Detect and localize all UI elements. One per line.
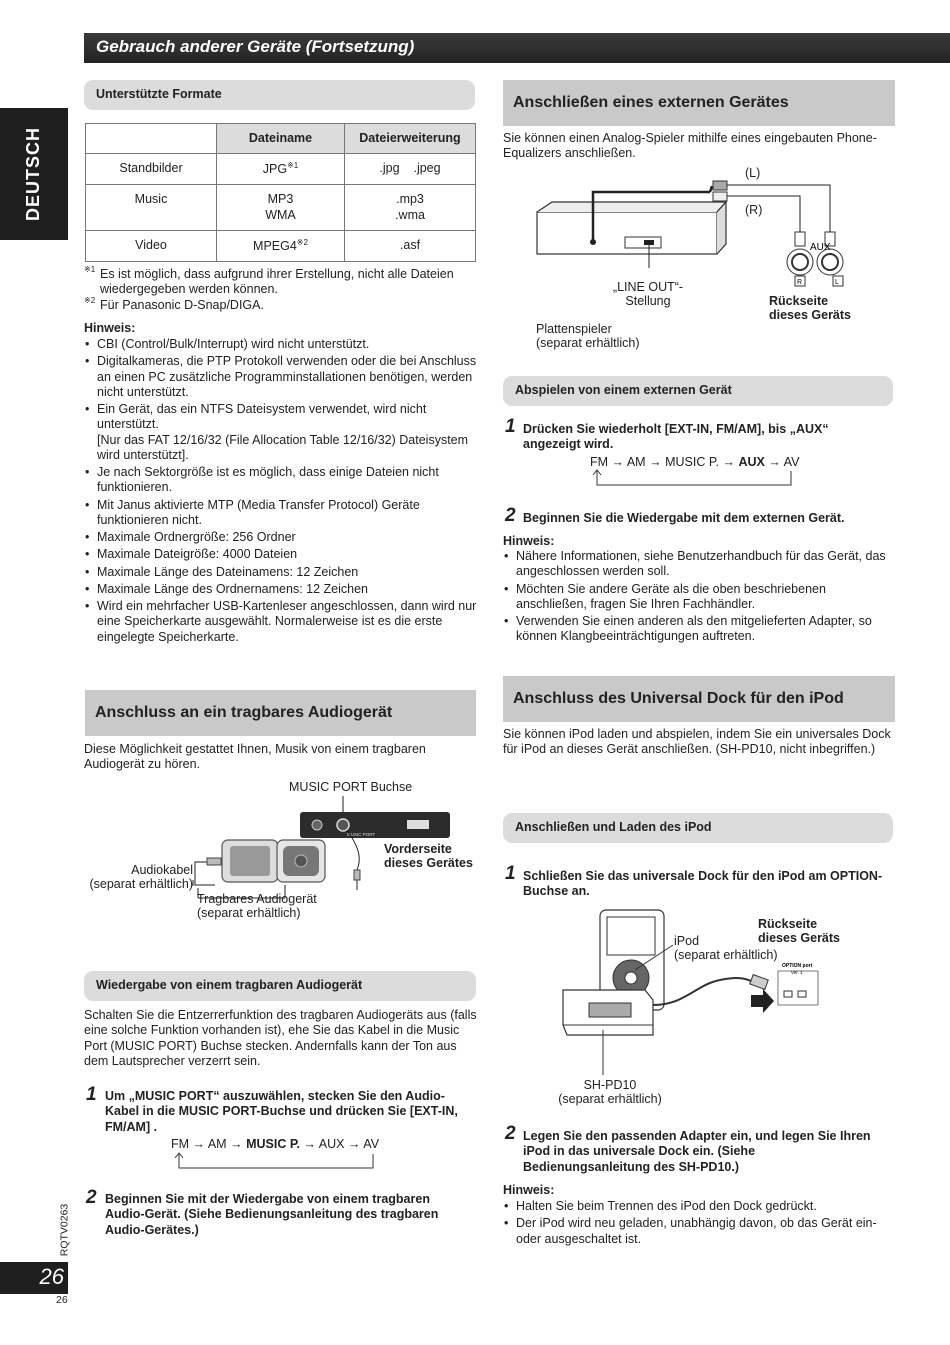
external-step-1: Drücken Sie wiederholt [EXT-IN, FM/AM], bis „AUX“ angezeigt wird. [523,422,829,452]
ipod-step-1: Schließen Sie das universale Dock für den iPod am OPTION-Buchse an. [523,869,883,899]
portable-device-label-line: (separat erhältlich) [197,906,301,921]
document-code-text: RQTV0263 [58,1203,71,1257]
flow-item: AM [626,455,646,469]
flow-arrow: → [192,1137,206,1151]
table-cell-type: Music [86,185,217,231]
name-text: JPG [262,161,288,176]
line-out-label-line: Stellung [625,294,671,309]
footnote-mark: ※1 [84,265,96,274]
l-mark: L [835,279,839,286]
list-item: • Der iPod wird neu geladen, unabhängig davon, ob das Gerät ein- oder ausgeschaltet ist. [503,1216,888,1247]
line-out-label-line: „LINE OUT“- [612,280,684,294]
external-play-subheading: Abspielen von einem externen Gerät [503,376,893,406]
external-flow-loop [592,469,794,487]
right-channel-label: (R) [745,203,763,217]
flow-item: FM [590,455,609,469]
flow-item-active: AUX [738,455,765,469]
external-intro: Sie können einen Analog-Spieler mithilfe eines eingebauten Phone-Equalizers anschließen. [503,131,877,161]
table-header-extension: Dateierweiterung [345,124,476,154]
step-number: 2 [505,1123,516,1144]
formats-table [85,123,476,262]
portable-section-heading: Anschluss an ein tragbares Audiogerät [85,690,476,736]
list-item: • Je nach Sektorgröße ist es möglich, dass einige Dateien nicht funktionieren. [84,465,478,496]
table-cell-type: Video [86,231,217,262]
list-item: • Möchten Sie andere Geräte als die oben beschriebenen anschließen, fragen Sie Ihren Fachhändler. [503,582,895,613]
front-label [384,842,473,871]
table-cell-type: Standbilder [86,154,217,185]
ipod-hinweis-list [503,1199,888,1249]
language-tab-label: DEUTSCH [23,126,44,222]
cable-label-line: (separat erhältlich) [89,877,193,892]
page-number-small: 26 [56,1294,68,1306]
step-number: 2 [505,505,516,526]
document-code [58,1200,72,1260]
portable-flow-loop [174,1152,376,1170]
rear-label [769,294,851,323]
flow-arrow: → [768,455,781,469]
list-item: • Maximale Länge des Ordnernamens: 12 Zeichen [84,582,478,597]
music-port-label: MUSIC PORT Buchse [289,780,413,794]
list-item-text: [Nur das FAT 12/16/32 (File Allocation Table 12/16/32) Dateisystem wird unterstützt]. [97,432,469,462]
language-tab [0,108,68,240]
ipod-intro: Sie können iPod laden und abspielen, indem Sie ein universales Dock für iPod an dieses Gerät anschließen. (SH-PD10, nicht inbegriffen.) [503,727,891,757]
list-item: • Nähere Informationen, siehe Benutzerhandbuch für das Gerät, das angeschlossen werden soll. [503,549,895,580]
list-item-continued [84,433,478,464]
portable-play-subheading: Wiedergabe von einem tragbaren Audiogerät [84,971,476,1001]
dock-label-line: (separat erhältlich) [558,1092,662,1107]
list-item: • Halten Sie beim Trennen des iPod den Dock gedrückt. [503,1199,888,1214]
flow-arrow: → [347,1137,361,1151]
external-step-2: Beginnen Sie die Wiedergabe mit dem externen Gerät. [523,511,845,525]
footnote-2 [84,295,479,313]
list-item: • Wird ein mehrfacher USB-Kartenleser angeschlossen, dann wird nur eine Speicherkarte ausgewählt. Normalerweise ist es die erste eingelegte Speicherkarte. [84,599,478,645]
flow-item-active: MUSIC P. [246,1137,301,1151]
left-channel-label: (L) [745,166,761,180]
turntable-diagram [530,160,870,290]
line-out-label [612,280,684,309]
step-number: 1 [86,1084,97,1105]
formats-hinweis-label: Hinweis: [84,321,136,335]
step-number: 1 [505,863,516,884]
flow-arrow: → [303,1137,316,1151]
table-cell-name [217,185,345,231]
list-item: • Maximale Dateigröße: 4000 Dateien [84,547,478,562]
portable-flow [171,1137,379,1152]
formats-hinweis-list [84,337,478,647]
step-number: 2 [86,1187,97,1208]
footnote-text: wiedergegeben werden können. [100,282,278,297]
device-port-label: MUSIC PORT [347,832,376,837]
turntable-label [536,322,640,351]
r-mark: R [797,279,803,286]
external-section-heading: Anschließen eines externen Gerätes [503,80,895,126]
page-number: 26 [39,1264,64,1289]
footnote-text: Es ist möglich, dass aufgrund ihrer Erstellung, nicht alle Dateien [100,267,454,281]
list-item: • CBI (Control/Bulk/Interrupt) wird nicht unterstützt. [84,337,478,352]
flow-item: AUX [318,1137,345,1151]
portable-device-label [197,892,317,921]
list-item: • Verwenden Sie einen anderen als den mitgelieferten Adapter, so können Klangbeeinträchtigungen auftreten. [503,614,895,645]
footnote-text: Für Panasonic D-Snap/DIGA. [100,297,264,312]
option-port-label: OPTION port [782,963,813,969]
rear-label-line: Rückseite [769,294,829,308]
list-item: • Mit Janus aktivierte MTP (Media Transfer Protocol) Geräte funktionieren nicht. [84,498,478,529]
ipod-label-line: (separat erhältlich) [674,948,778,963]
page-title: Gebrauch anderer Geräte (Fortsetzung) [96,37,415,56]
ipod-step-2: Legen Sie den passenden Adapter ein, und legen Sie Ihren iPod in das universale Dock ein. (Siehe Bedienungsanleitung des SH-PD10.) [523,1129,871,1174]
name-text: MP3 [267,192,294,207]
ext-text: .mp3 [396,192,424,207]
cable-label [86,863,193,892]
footnote-mark: ※1 [287,160,299,170]
ipod-section-heading: Anschluss des Universal Dock für den iPod [503,676,895,722]
ipod-rear-label-line: dieses Geräts [758,931,840,946]
name-text: WMA [265,207,296,222]
flow-arrow: → [230,1137,243,1151]
ipod-label [674,934,778,963]
table-header-empty [86,124,217,154]
flow-item: AV [363,1137,380,1151]
table-cell-name [217,154,345,185]
portable-body: Schalten Sie die Entzerrerfunktion des tragbaren Audiogeräts aus (falls eine solche Funktion vorhanden ist), ehe Sie das Kabel in die Music Port (MUSIC PORT) Buchse stecken. Andernfalls kann der Ton aus dem Lautsprecher verzerrt sein. [84,1008,477,1068]
ipod-label-line: iPod [674,934,700,948]
rear-label-line: dieses Geräts [769,308,851,323]
flow-arrow: → [649,455,662,469]
ipod-rear-label-line: Rückseite [758,917,818,931]
list-item: • Digitalkameras, die PTP Protokoll verwenden oder die bei Anschluss an einen PC zusätzliche Programminstallationen benötigen, werden nicht unterstützt. [84,354,478,400]
front-label-line: Vorderseite [384,842,452,856]
unit-knob [312,820,322,830]
flow-item: MUSIC P. [665,455,720,469]
turntable-label-line: (separat erhältlich) [536,336,640,351]
table-cell-ext: .asf [345,231,476,262]
ipod-hinweis-label: Hinweis: [503,1183,555,1197]
external-hinweis-list [503,549,895,647]
dock-label [556,1078,664,1107]
flow-item: AM [207,1137,227,1151]
flow-item: AV [783,455,800,469]
list-item: • Maximale Länge des Dateinamens: 12 Zeichen [84,565,478,580]
page-number-box [0,1262,68,1294]
dock-label-line: SH-PD10 [583,1078,637,1092]
cable-label-line: Audiokabel [131,863,193,877]
external-flow [590,455,799,470]
flow-arrow: → [611,455,625,469]
portable-intro: Diese Möglichkeit gestattet Ihnen, Musik von einem tragbaren Audiogerät zu hören. [84,742,426,772]
step-number: 1 [505,416,516,437]
table-cell-ext: .jpg .jpeg [345,154,476,185]
music-port-jack [337,819,349,831]
aux-label: AUX [810,242,831,253]
flow-item: FM [171,1137,190,1151]
flow-arrow: → [722,455,735,469]
front-label-line: dieses Gerätes [384,856,473,871]
footnote-mark: ※2 [296,237,308,247]
footnotes [84,267,479,313]
table-header-name: Dateiname [217,124,345,154]
table-cell-name [217,231,345,262]
portable-device-label-line: Tragbares Audiogerät [197,892,317,906]
formats-subheading: Unterstützte Formate [84,80,475,110]
portable-step-1: Um „MUSIC PORT“ auszuwählen, stecken Sie den Audio-Kabel in die MUSIC PORT-Buchse und drücken Sie [EXT-IN, FM/AM] . [105,1089,458,1134]
ipod-charge-subheading: Anschließen und Laden des iPod [503,813,893,843]
external-hinweis-label: Hinweis: [503,534,555,548]
footnote-mark: ※2 [84,295,96,305]
turntable-label-line: Plattenspieler [536,322,612,336]
portable-step-2: Beginnen Sie mit der Wiedergabe von einem tragbaren Audio-Gerät. (Siehe Bedienungsanleitung des tragbaren Audio-Gerätes.) [105,1192,439,1237]
footnote-1 [84,267,479,298]
name-text: MPEG4 [253,238,297,253]
ext-text: .wma [395,207,425,222]
usb-slot [407,820,429,829]
option-port-ver: Ver. 1 [791,970,803,975]
connect-arrow-icon [751,989,774,1013]
list-item: • Maximale Ordnergröße: 256 Ordner [84,530,478,545]
list-item: • Ein Gerät, das ein NTFS Dateisystem verwendet, wird nicht unterstützt. [84,402,478,433]
table-cell-ext [345,185,476,231]
